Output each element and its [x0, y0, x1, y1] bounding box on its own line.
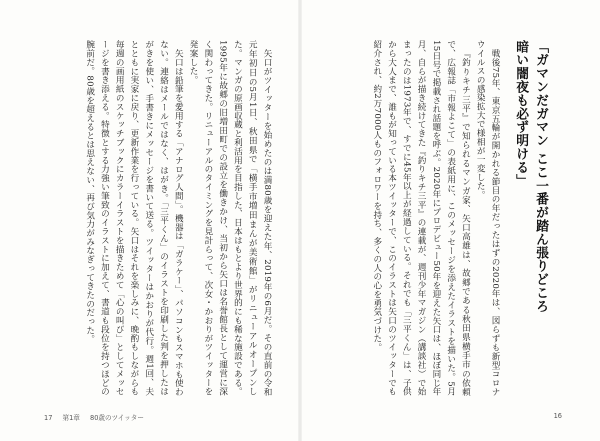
chapter-title: 80歳のツイッター [90, 414, 144, 422]
right-page-number: 16 [553, 412, 562, 420]
right-page [300, 0, 600, 441]
left-paragraph-1: 矢口がツイッターを始めたのは満80歳を迎えた年、2019年の6月だ。その直前の令和元年初日の5月1日、秋田県で「横手市増田まんが美術館」がリニューアルオープンした。マンガの原画収蔵と利活用を目指した、日本はもとより世界的にも稀な施設である。1995年に故郷の旧増田町での設立を働きかけ、当初から矢口は名誉館長として運営に深く関わってきた。リニューアルのタイミングを見計らって、次女・かおりがツイッターを発案した。 [188, 40, 272, 396]
right-paragraph-1: 戦後75年、東京五輪が開かれる節目の年だったはずの2020年は、図らずも新型コロナウイルスの感染拡大で様相が一変した。 [475, 40, 500, 396]
left-page-body [38, 40, 274, 396]
right-paragraph-2: 『釣りキチ三平』で知られるマンガ家、矢口高雄は、故郷である秋田県横手市の依頼で、広報誌「市報よこて」の表紙用に、このメッセージを添えたイラストを描いた。5月15日号で掲載され話題を呼ぶ。2020年にプロデビュー50年を迎えた矢口は、ほぼ同じ年月、自らが描き続けてきた『釣りキチ三平』の連載が、週刊少年マガジン（講談社）で始まったのは1973年で、すでに45年以上が経過している。それでも「三平くん」は、子供から大人まで、誰もが知っている本ツイッターで、このイラストは矢口のツイッターでも紹介され、約2万7000人ものフォロワーを持ち、多くの人の心を勇気づけた。 [371, 40, 471, 396]
right-page-body [322, 40, 502, 396]
chapter-label: 第1章 [62, 414, 80, 422]
headline-line-2: 暗い闇夜も必ず明ける」 [513, 40, 529, 188]
page-headline [506, 40, 550, 340]
left-paragraph-2: 矢口は鉛筆を愛用する「アナログ人間」。機器は「ガラケー」、パソコンもスマホも使わない。連絡はメールではなく、はがき。「三平くん」のイラストを印刷した判を押したはがきを使い、手書きにメッセージを書いて送る。ツイッターはかおりが代行。週1回、夫とともに実家に戻り、更新作業を行っている。矢口はそれを楽しみに、晩酌もしながらも毎週の画用紙のスケッチブックにカラーイラストを描きためて「心の叫び」としてメッセージを書き添える。特徴とする力強い筆致のイラストに加えて、書道も段位を持つほどの腕前だ。80歳を超えるとは思えない、再び気力がみなぎってきたのだった。 [84, 40, 184, 396]
left-page-number: 17 [44, 414, 53, 422]
left-page-folio [44, 412, 144, 422]
right-page-folio [554, 412, 562, 420]
headline-line-1: 「ガマンだガマン ここ一番が踏ん張りどころ [533, 40, 548, 314]
